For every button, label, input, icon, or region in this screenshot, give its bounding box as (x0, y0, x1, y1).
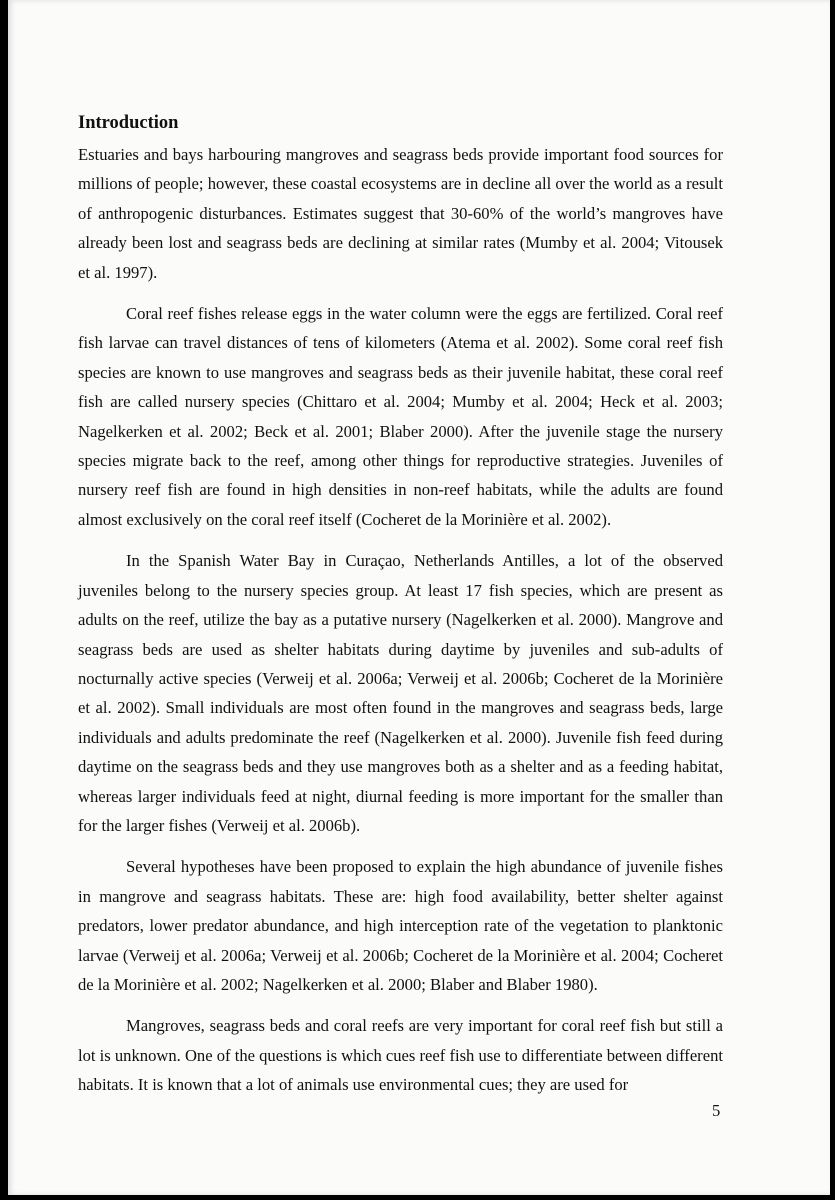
paragraph-5: Mangroves, seagrass beds and coral reefs are very important for coral reef fish but still a lot is unknown. One of the questions is which cues reef fish use to differentiate between different habitats. It is known that a lot of animals use environmental cues; they are used for (78, 1016, 723, 1095)
paragraph-3: In the Spanish Water Bay in Curaçao, Netherlands Antilles, a lot of the observed juveniles belong to the nursery species group. At least 17 fish species, which are present as adults on the reef, utilize the bay as a putative nursery (Nagelkerken et al. 2000). Mangrove and seagrass beds are used as shelter habitats during daytime by juveniles and sub-adults of nocturnally active species (Verweij et al. 2006a; Verweij et al. 2006b; Cocheret de la Morinière et al. 2002). Small individuals are most often found in the mangroves and seagrass beds, large individuals and adults predominate the reef (Nagelkerken et al. 2000). Juvenile fish feed during daytime on the seagrass beds and they use mangroves both as a shelter and as a feeding habitat, whereas larger individuals feed at night, diurnal feeding is more important for the smaller than for the larger fishes (Verweij et al. 2006b). (78, 551, 723, 835)
document-page (8, 0, 830, 1195)
paragraph-4: Several hypotheses have been proposed to explain the high abundance of juvenile fishes in mangrove and seagrass habitats. These are: high food availability, better shelter against predators, lower predator abundance, and high interception rate of the vegetation to planktonic larvae (Verweij et al. 2006a; Verweij et al. 2006b; Cocheret de la Morinière et al. 2004; Cocheret de la Morinière et al. 2002; Nagelkerken et al. 2000; Blaber and Blaber 1980). (78, 857, 723, 994)
page-number: 5 (712, 1101, 721, 1120)
section-heading: Introduction (78, 113, 179, 133)
page-content (78, 110, 723, 1112)
paragraph-1: Estuaries and bays harbouring mangroves and seagrass beds provide important food sources for millions of people; however, these coastal ecosystems are in decline all over the world as a result of anthropogenic disturbances. Estimates suggest that 30-60% of the world’s mangroves have already been lost and seagrass beds are declining at similar rates (Mumby et al. 2004; Vitousek et al. 1997). (78, 145, 723, 282)
paragraph-2: Coral reef fishes release eggs in the water column were the eggs are fertilized. Coral reef fish larvae can travel distances of tens of kilometers (Atema et al. 2002). Some coral reef fish species are known to use mangroves and seagrass beds as their juvenile habitat, these coral reef fish are called nursery species (Chittaro et al. 2004; Mumby et al. 2004; Heck et al. 2003; Nagelkerken et al. 2002; Beck et al. 2001; Blaber 2000). After the juvenile stage the nursery species migrate back to the reef, among other things for reproductive strategies. Juveniles of nursery reef fish are found in high densities in non-reef habitats, while the adults are found almost exclusively on the coral reef itself (Cocheret de la Morinière et al. 2002). (78, 304, 723, 529)
